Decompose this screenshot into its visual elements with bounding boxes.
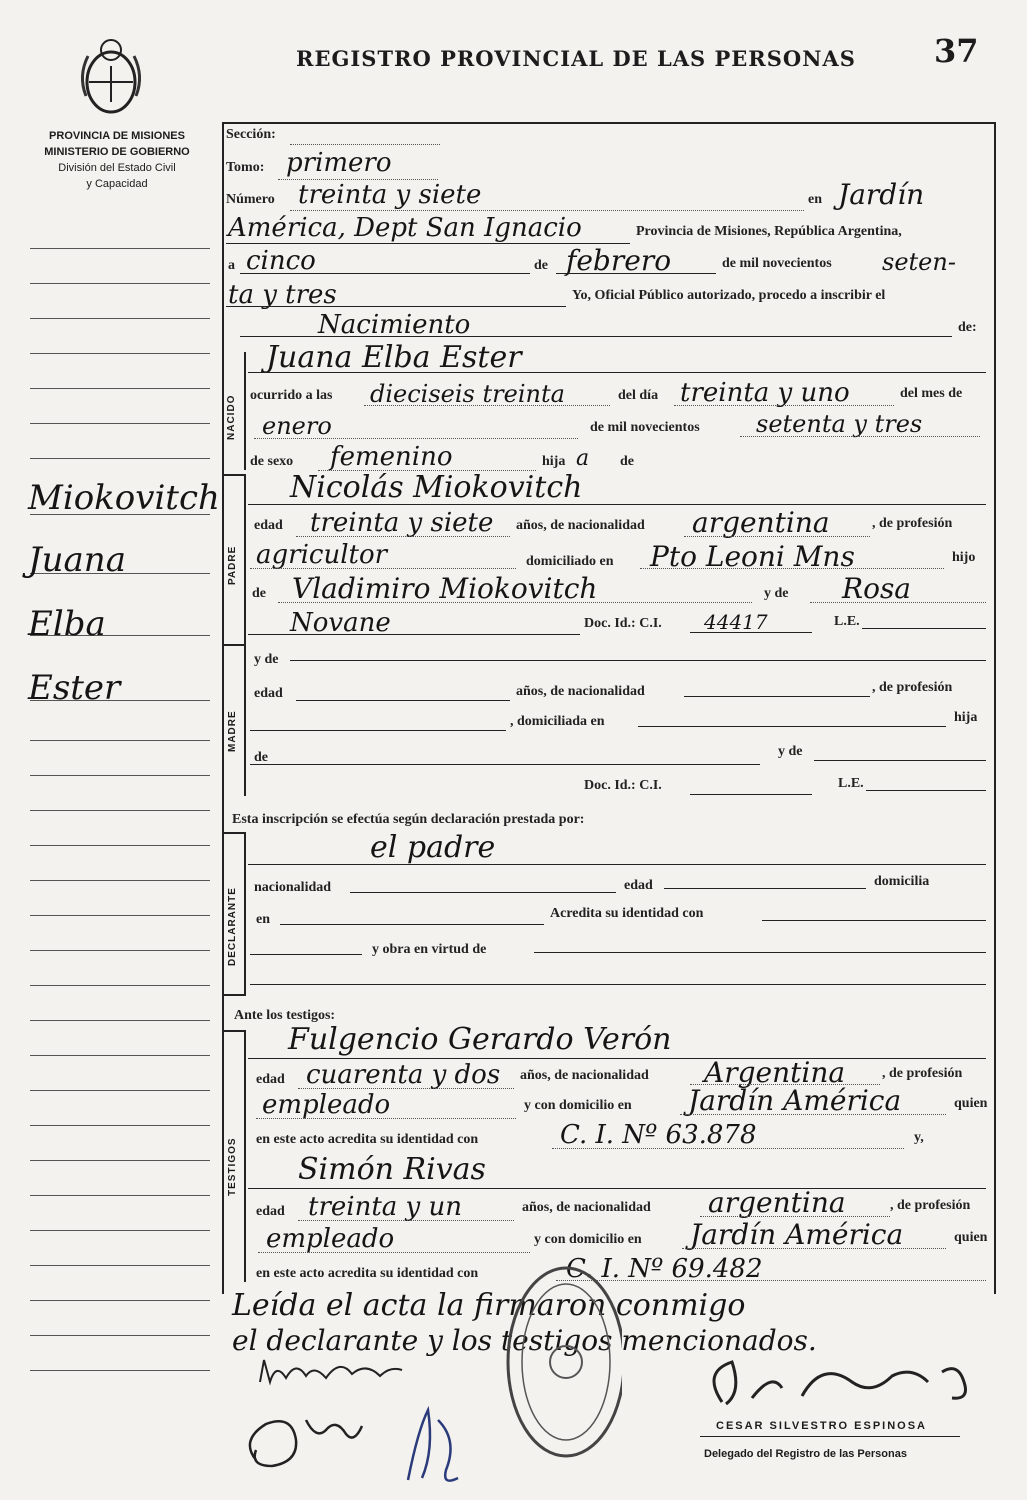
de-label: de bbox=[534, 258, 548, 273]
numero-label: Número bbox=[226, 192, 275, 207]
mes-value: febrero bbox=[566, 244, 672, 277]
witness1-signature-icon bbox=[236, 1400, 386, 1480]
margin-rule bbox=[30, 318, 210, 319]
madre-y-de2-label: y de bbox=[778, 744, 803, 759]
madre-le-line bbox=[866, 790, 986, 791]
acredita-label: Acredita su identidad con bbox=[550, 906, 704, 921]
abuela-line bbox=[810, 602, 986, 603]
margin-rule bbox=[30, 423, 210, 424]
madre-padre-line bbox=[250, 764, 760, 765]
testigo1-edad-value: cuarenta y dos bbox=[306, 1060, 501, 1090]
seccion-label: Sección: bbox=[226, 127, 276, 142]
dia-value: cinco bbox=[246, 246, 316, 276]
testigo1-anos-label: años, de nacionalidad bbox=[520, 1068, 649, 1083]
institution-line: y Capacidad bbox=[86, 178, 148, 190]
madre-madre-line bbox=[814, 760, 986, 761]
tomo-value: primero bbox=[286, 148, 392, 178]
testigo1-y-label: y, bbox=[914, 1130, 924, 1145]
padre-edad-label: edad bbox=[254, 518, 283, 533]
testigo1-domicilio-label: y con domicilio en bbox=[524, 1098, 632, 1113]
official-stamp-icon bbox=[492, 1262, 622, 1462]
dia-nac-line bbox=[674, 405, 894, 406]
abuelo-de-label: de bbox=[252, 586, 266, 601]
madre-anos-nac-label: años, de nacionalidad bbox=[516, 684, 645, 699]
abuelo-value: Vladimiro Miokovitch bbox=[292, 572, 598, 605]
institution-line: MINISTERIO DE GOBIERNO bbox=[44, 146, 190, 158]
anio-line bbox=[226, 306, 566, 307]
madre-hija-label: hija bbox=[954, 710, 978, 725]
del-mes-label: del mes de bbox=[900, 386, 963, 401]
nacionalidad-label: nacionalidad bbox=[254, 880, 332, 895]
testigo2-nombre-line bbox=[248, 1188, 986, 1189]
acredita-line bbox=[762, 920, 986, 921]
madre-prof-line bbox=[250, 730, 506, 731]
testigo2-nac-value: argentina bbox=[708, 1186, 846, 1219]
en-label: en bbox=[808, 192, 822, 207]
tomo-label: Tomo: bbox=[226, 160, 265, 175]
abuela-value-a: Rosa bbox=[842, 572, 912, 605]
hora-line bbox=[364, 405, 610, 406]
le-label: L.E. bbox=[834, 614, 860, 629]
madre-doc-label: Doc. Id.: C.I. bbox=[584, 778, 662, 793]
declarante-signature-icon bbox=[256, 1352, 406, 1392]
doc-id-label: Doc. Id.: C.I. bbox=[584, 616, 662, 631]
margin-rule bbox=[30, 950, 210, 951]
argentina-coat-of-arms-icon bbox=[76, 36, 146, 122]
margin-rule bbox=[30, 810, 210, 811]
margin-rule bbox=[30, 915, 210, 916]
mes-nac-line bbox=[254, 438, 578, 439]
margin-rule bbox=[30, 740, 210, 741]
padre-nac-line bbox=[684, 536, 870, 537]
domiciliado-label: domiciliado en bbox=[526, 554, 614, 569]
cierre-line-2: el declarante y los testigos mencionados. bbox=[232, 1324, 817, 1357]
padre-label: PADRE bbox=[227, 545, 238, 585]
testigo1-acredita-label: en este acto acredita su identidad con bbox=[256, 1132, 479, 1147]
margin-rule bbox=[30, 283, 210, 284]
le-line bbox=[862, 628, 986, 629]
page-title: REGISTRO PROVINCIAL DE LAS PERSONAS bbox=[296, 46, 856, 71]
abuela-line-b bbox=[248, 634, 580, 635]
lugar-value: América, Dept San Ignacio bbox=[228, 213, 582, 243]
testigos-label: TESTIGOS bbox=[227, 1137, 238, 1196]
de-lower-label: de bbox=[620, 454, 634, 469]
declarante-edad-line bbox=[664, 888, 866, 889]
testigo2-prof-value: empleado bbox=[266, 1224, 395, 1254]
declarante-last-line bbox=[250, 984, 986, 985]
y-obra-line bbox=[534, 952, 986, 953]
margin-rule bbox=[30, 388, 210, 389]
madre-ci-line bbox=[690, 794, 812, 795]
testigo2-nac-line bbox=[700, 1216, 890, 1217]
margin-rule bbox=[30, 1300, 210, 1301]
margin-rule bbox=[30, 1265, 210, 1266]
witness2-signature-icon bbox=[398, 1390, 478, 1490]
nombre-value: Juana Elba Ester bbox=[266, 340, 522, 375]
madre-label: MADRE bbox=[227, 710, 238, 752]
madre-profesion-label: , de profesión bbox=[872, 680, 953, 695]
margin-rule bbox=[30, 353, 210, 354]
institution-line: PROVINCIA DE MISIONES bbox=[49, 130, 185, 142]
en-value: Jardín bbox=[838, 178, 925, 211]
anos-nac-label: años, de nacionalidad bbox=[516, 518, 645, 533]
testigo2-prof-line bbox=[258, 1252, 530, 1253]
madre-de-label: de bbox=[254, 750, 268, 765]
testigo2-profesion-label: , de profesión bbox=[890, 1198, 971, 1213]
ante-testigos-label: Ante los testigos: bbox=[234, 1008, 336, 1023]
testigo2-nombre-value: Simón Rivas bbox=[298, 1152, 486, 1187]
testigo2-ci-value: C. I. Nº 69.482 bbox=[566, 1254, 763, 1284]
margin-third-name: Ester bbox=[28, 668, 121, 708]
dia-nac-value: treinta y uno bbox=[680, 378, 850, 408]
hora-value: dieciseis treinta bbox=[370, 380, 565, 408]
declarante-edad-label: edad bbox=[624, 878, 653, 893]
domicilia-label: domicilia bbox=[874, 874, 930, 889]
madre-le-label: L.E. bbox=[838, 776, 864, 791]
margin-rule bbox=[30, 1020, 210, 1021]
testigo1-dom-line bbox=[680, 1114, 946, 1115]
declarante-line bbox=[248, 864, 986, 865]
acto-line bbox=[240, 336, 952, 337]
padre-nombre-line bbox=[248, 504, 986, 505]
madre-domicilio-line bbox=[638, 726, 946, 727]
padre-nac-value: argentina bbox=[692, 506, 830, 539]
margin-second-name: Elba bbox=[28, 604, 106, 644]
a-label: a bbox=[228, 258, 235, 273]
testigo2-dom-line bbox=[682, 1248, 946, 1249]
mes-line bbox=[556, 273, 716, 274]
del-dia-label: del día bbox=[618, 388, 659, 403]
padre-ci-line bbox=[690, 632, 812, 633]
margin-rule bbox=[30, 1125, 210, 1126]
numero-value: treinta y siete bbox=[298, 180, 482, 210]
abuela-value-b: Novane bbox=[290, 608, 391, 638]
dia-line bbox=[240, 273, 530, 274]
testigo1-dom-value: Jardín América bbox=[688, 1084, 902, 1117]
testigo2-domicilio-label: y con domicilio en bbox=[534, 1232, 642, 1247]
y-de-label: y de bbox=[764, 586, 789, 601]
anio-value-a: seten- bbox=[882, 248, 956, 276]
declarante-nac-line bbox=[350, 892, 616, 893]
page-number: 37 bbox=[934, 32, 979, 70]
testigo1-prof-line bbox=[256, 1118, 516, 1119]
testigo1-nombre-value: Fulgencio Gerardo Verón bbox=[288, 1022, 672, 1057]
testigo2-edad-label: edad bbox=[256, 1204, 285, 1219]
mes-nac-value: enero bbox=[262, 412, 332, 440]
madre-nombre-line bbox=[290, 660, 986, 661]
padre-nombre-value: Nicolás Miokovitch bbox=[290, 470, 583, 505]
ocurrido-label: ocurrido a las bbox=[250, 388, 333, 403]
testigo1-nac-value: Argentina bbox=[704, 1056, 846, 1089]
abuelo-line bbox=[278, 602, 752, 603]
mil-novecientos-label: de mil novecientos bbox=[722, 256, 832, 271]
testigo1-quien-label: quien bbox=[954, 1096, 988, 1111]
hijo-label: hijo bbox=[952, 550, 976, 565]
margin-rule bbox=[30, 1055, 210, 1056]
yo-oficial-label: Yo, Oficial Público autorizado, procedo a inscribir el bbox=[572, 288, 886, 303]
margin-rule bbox=[30, 1090, 210, 1091]
margin-rule bbox=[30, 1370, 210, 1371]
official-title: Delegado del Registro de las Personas bbox=[704, 1448, 907, 1460]
institution-block bbox=[22, 128, 212, 192]
margin-rule bbox=[30, 1230, 210, 1231]
testigo2-edad-value: treinta y un bbox=[308, 1192, 462, 1222]
testigo1-ci-line bbox=[552, 1148, 904, 1149]
margin-rule bbox=[30, 1335, 210, 1336]
official-signature-icon bbox=[702, 1352, 982, 1412]
madre-edad-line bbox=[296, 700, 510, 701]
domiciliada-label: , domiciliada en bbox=[510, 714, 605, 729]
de-colon-label: de: bbox=[958, 320, 977, 335]
acredita-line-b bbox=[250, 954, 362, 955]
testigo1-edad-label: edad bbox=[256, 1072, 285, 1087]
declarante-domicilio-line bbox=[280, 924, 544, 925]
mil-novecientos-nac-label: de mil novecientos bbox=[590, 420, 700, 435]
nacido-label: NACIDO bbox=[226, 394, 237, 440]
testigo1-profesion-label: , de profesión bbox=[882, 1066, 963, 1081]
padre-prof-line bbox=[250, 568, 516, 569]
margin-rule bbox=[30, 985, 210, 986]
official-signature-line bbox=[700, 1436, 960, 1437]
margin-surname: Miokovitch bbox=[28, 478, 220, 518]
margin-rule bbox=[30, 1160, 210, 1161]
esta-inscripcion-label: Esta inscripción se efectúa según declaración prestada por: bbox=[232, 812, 585, 827]
declarante-en-label: en bbox=[256, 912, 270, 927]
testigo2-edad-line bbox=[298, 1220, 514, 1221]
sexo-label: de sexo bbox=[250, 454, 294, 469]
margin-rule bbox=[30, 1195, 210, 1196]
testigo1-edad-line bbox=[298, 1088, 514, 1089]
margin-rule bbox=[30, 775, 210, 776]
cierre-line-1: Leída el acta la firmaron conmigo bbox=[232, 1288, 746, 1323]
sexo-value: femenino bbox=[330, 442, 453, 472]
y-obra-label: y obra en virtud de bbox=[372, 942, 487, 957]
margin-first-name: Juana bbox=[28, 540, 126, 580]
numero-line bbox=[290, 210, 804, 211]
testigo2-quien-label: quien bbox=[954, 1230, 988, 1245]
seccion-line bbox=[290, 144, 440, 145]
declarante-label: DECLARANTE bbox=[227, 887, 238, 966]
madre-nac-line bbox=[684, 696, 870, 697]
nombre-line bbox=[248, 372, 986, 373]
margin-rule bbox=[30, 458, 210, 459]
official-name: CESAR SILVESTRO ESPINOSA bbox=[716, 1420, 927, 1432]
testigo1-ci-value: C. I. Nº 63.878 bbox=[560, 1120, 757, 1150]
padre-domicilio-line bbox=[640, 568, 944, 569]
anio-nac-line bbox=[740, 436, 980, 437]
de-profesion-label: , de profesión bbox=[872, 516, 953, 531]
margin-rule bbox=[30, 845, 210, 846]
anio-nac-value: setenta y tres bbox=[756, 410, 923, 438]
margin-rule bbox=[30, 880, 210, 881]
testigo1-nombre-line bbox=[248, 1058, 986, 1059]
testigo2-acredita-label: en este acto acredita su identidad con bbox=[256, 1266, 479, 1281]
madre-y-de-label: y de bbox=[254, 652, 279, 667]
hija-label: hija bbox=[542, 454, 566, 469]
declarante-value: el padre bbox=[370, 830, 496, 865]
provincia-label: Provincia de Misiones, República Argentina, bbox=[636, 224, 902, 239]
margin-rule bbox=[30, 248, 210, 249]
padre-edad-value: treinta y siete bbox=[310, 508, 494, 538]
testigo2-dom-value: Jardín América bbox=[690, 1218, 904, 1251]
testigo2-anos-label: años, de nacionalidad bbox=[522, 1200, 651, 1215]
acto-value: Nacimiento bbox=[318, 310, 471, 340]
hija-suffix: a bbox=[576, 446, 590, 471]
padre-edad-line bbox=[296, 536, 510, 537]
padre-prof-value: agricultor bbox=[256, 540, 388, 570]
madre-edad-label: edad bbox=[254, 686, 283, 701]
testigo1-prof-value: empleado bbox=[262, 1090, 391, 1120]
padre-ci-value: 44417 bbox=[704, 610, 768, 634]
padre-domicilio-value: Pto Leoni Mns bbox=[650, 540, 855, 573]
anio-value-b: ta y tres bbox=[228, 280, 337, 310]
institution-line: División del Estado Civil bbox=[58, 162, 176, 174]
